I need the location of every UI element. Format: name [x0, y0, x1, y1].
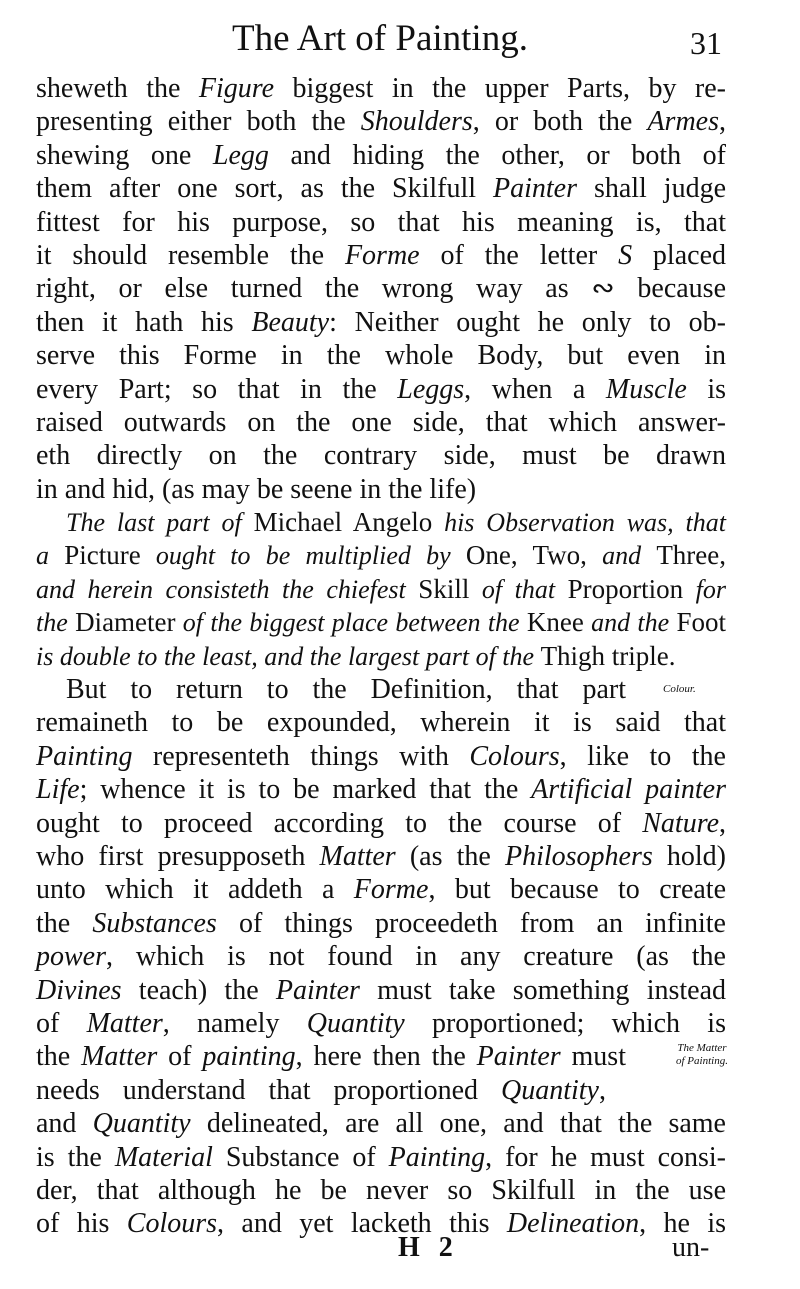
catchword: un-	[672, 1232, 710, 1263]
italic-paragraph-line: and herein consisteth the chiefest Skill of that Proportion for	[36, 573, 727, 604]
text-line: power, which is not found in any creature (as the	[36, 941, 726, 973]
text-line: eth directly on the contrary side, must be drawn	[36, 440, 726, 472]
page-number: 31	[690, 25, 722, 61]
page-footer	[0, 1232, 800, 1272]
text-line: the Matter of painting, here then the Painter must	[36, 1041, 626, 1073]
text-line: sheweth the Figure biggest in the upper Parts, by re-	[36, 73, 726, 104]
text-line: Life; whence it is to be marked that the Artificial painter	[36, 774, 726, 806]
text-line: serve this Forme in the whole Body, but even in	[36, 340, 726, 372]
italic-paragraph-line: a Picture ought to be multiplied by One, Two, and Three,	[36, 540, 727, 571]
text-line: But to return to the Definition, that part	[66, 674, 626, 706]
text-line: der, that although he be never so Skilfull in the use	[36, 1174, 726, 1206]
text-line: remaineth to be expounded, wherein it is said that	[36, 707, 726, 739]
margin-note-line: The Matter	[677, 1042, 727, 1054]
text-line: every Part; so that in the Leggs, when a Muscle is	[36, 373, 727, 405]
margin-note-line: of Painting.	[676, 1055, 728, 1067]
italic-paragraph-line: The last part of Michael Angelo his Observation was, that	[66, 507, 726, 538]
text-line: of his Colours, and yet lacketh this Delineation, he is	[36, 1208, 727, 1240]
italic-paragraph-line: the Diameter of the biggest place between the Knee and the Foot	[36, 607, 726, 638]
signature-mark: H 2	[398, 1232, 459, 1263]
text-line: raised outwards on the one side, that which answer-	[36, 406, 726, 438]
text-line: the Substances of things proceedeth from an infinite	[36, 907, 726, 939]
text-line: Divines teach) the Painter must take something instead	[36, 974, 727, 1006]
text-line: presenting either both the Shoulders, or both the Armes,	[36, 106, 726, 138]
text-line: Painting representeth things with Colours, like to the	[36, 740, 726, 772]
running-title: The Art of Painting.	[232, 18, 528, 59]
text-line: is the Material Substance of Painting, for he must consi-	[36, 1141, 727, 1173]
text-line: it should resemble the Forme of the letter S placed	[36, 239, 726, 271]
text-line: then it hath his Beauty: Neither ought he only to ob-	[36, 306, 726, 338]
text-line: who first presupposeth Matter (as the Philosophers hold)	[36, 840, 727, 872]
text-line: unto which it addeth a Forme, but because to create	[36, 874, 727, 906]
text-line: needs understand that proportioned Quantity,	[36, 1074, 606, 1106]
italic-paragraph-line: is double to the least, and the largest part of the Thigh triple.	[36, 640, 676, 671]
text-line: shewing one Legg and hiding the other, or both of	[36, 139, 726, 171]
text-line: of Matter, namely Quantity proportioned; which is	[36, 1007, 726, 1039]
text-line: and Quantity delineated, are all one, and that the same	[36, 1108, 726, 1140]
text-line: ought to proceed according to the course of Nature,	[36, 807, 726, 839]
running-head	[0, 14, 800, 64]
text-line: them after one sort, as the Skilfull Painter shall judge	[36, 173, 726, 205]
text-line: in and hid, (as may be seene in the life)	[36, 473, 477, 505]
margin-note-colour: Colour.	[663, 683, 696, 695]
margin-note-matter	[676, 1042, 728, 1068]
text-line: fittest for his purpose, so that his meaning is, that	[36, 206, 726, 238]
text-line: right, or else turned the wrong way as ∾ because	[36, 273, 726, 305]
body-text	[36, 72, 726, 1241]
